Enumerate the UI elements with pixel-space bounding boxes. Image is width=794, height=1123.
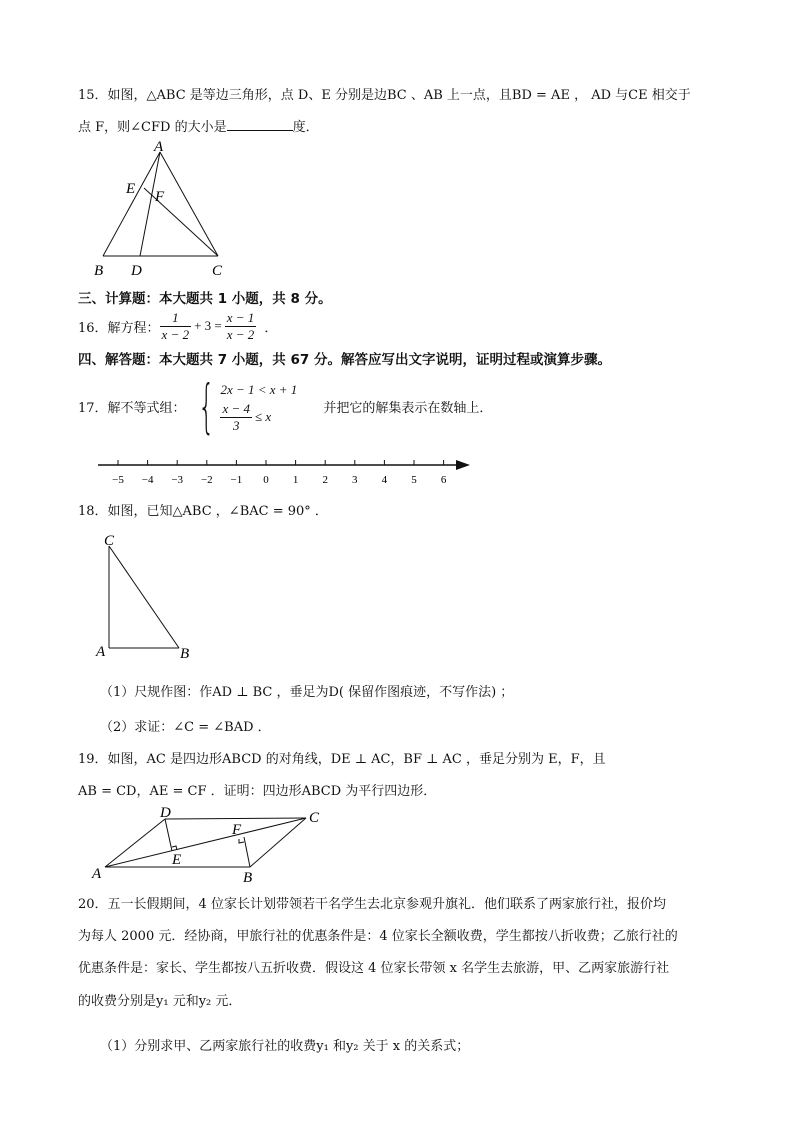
q18-part2: （2）求证：∠C = ∠BAD ． xyxy=(100,720,271,735)
brace-icon: { xyxy=(197,372,215,440)
q16-f2-num: x − 1 xyxy=(226,309,255,325)
q19-line2: AB = CD，AE = CF ．证明：四边形ABCD 为平行四边形． xyxy=(78,784,437,799)
label-d: D xyxy=(160,805,171,821)
label-c: C xyxy=(104,533,115,549)
label-a: A xyxy=(154,139,164,155)
label-b: B xyxy=(180,646,190,662)
axis-tick-label: −3 xyxy=(171,474,184,486)
q15-line2-text: 点 F，则∠CFD 的大小是 xyxy=(78,120,227,135)
q17 xyxy=(78,373,492,439)
q15-line2 xyxy=(78,116,319,135)
q16-suffix: ． xyxy=(264,320,278,336)
side-bc xyxy=(109,546,179,648)
number-line xyxy=(94,455,474,487)
q16 xyxy=(78,308,277,344)
q17-system xyxy=(220,379,297,434)
answer-blank xyxy=(227,118,293,131)
q15-triangle-figure xyxy=(90,138,240,280)
label-e: E xyxy=(172,852,182,868)
q16-fraction-right xyxy=(225,310,257,343)
q20-line4: 的收费分别是y₁ 元和y₂ 元． xyxy=(78,994,242,1009)
section-3-title: 三、计算题：本大题共 1 小题，共 8 分。 xyxy=(78,291,332,307)
q17-suffix: 并把它的解集表示在数轴上． xyxy=(323,400,493,416)
label-a: A xyxy=(96,644,106,660)
axis-tick-label: 1 xyxy=(292,474,299,486)
axis-tick-label: −5 xyxy=(112,474,124,486)
label-b: B xyxy=(94,263,104,279)
q19-line1: 19．如图，AC 是四边形ABCD 的对角线，DE ⊥ AC，BF ⊥ AC ，垂足分别为 E，F，且 xyxy=(78,752,606,767)
label-e: E xyxy=(126,181,136,197)
q17-prefix: 17．解不等式组： xyxy=(78,400,186,416)
q17-ineq2-rhs: ≤ x xyxy=(255,409,272,424)
q17-ineq2 xyxy=(220,401,297,434)
side-cb xyxy=(250,818,306,867)
q20-line1: 20．五一长假期间，4 位家长计划带领若干名学生去北京参观升旗礼．他们联系了两家旅行社，报价均 xyxy=(78,897,666,912)
q18-line1: 18．如图，已知△ABC ，∠BAC = 90° ． xyxy=(78,504,328,519)
q15-line2-unit: 度． xyxy=(292,120,319,135)
axis-tick-label: 6 xyxy=(440,474,447,486)
axis-tick-label: 2 xyxy=(322,474,328,486)
q18-right-triangle-figure xyxy=(90,530,200,662)
q19-parallelogram-figure xyxy=(88,802,328,884)
side-ac xyxy=(160,152,218,256)
q20-part1: （1）分别求甲、乙两家旅行社的收费y₁ 和y₂ 关于 x 的关系式； xyxy=(100,1039,470,1054)
section-4-title: 四、解答题：本大题共 7 小题，共 67 分。解答应写出文字说明，证明过程或演算步骤。 xyxy=(78,352,611,368)
q17-ineq1: 2x − 1 < x + 1 xyxy=(220,381,298,397)
axis-tick-label: 0 xyxy=(263,474,269,486)
label-f: F xyxy=(155,189,165,205)
label-c: C xyxy=(309,810,320,826)
arrow-icon xyxy=(456,460,470,470)
q17-ineq2-fraction xyxy=(220,401,252,434)
label-a: A xyxy=(92,866,102,882)
q18-part1: （1）尺规作图：作AD ⊥ BC ，垂足为D( 保留作图痕迹，不写作法) ； xyxy=(100,685,514,700)
axis-tick-label: −2 xyxy=(200,474,213,486)
q20-line3: 优惠条件是：家长、学生都按八五折收费．假设这 4 位家长带领 x 名学生去旅游，甲、乙两家旅游行社 xyxy=(78,961,670,976)
label-f: F xyxy=(232,822,242,838)
q15-line1: 15．如图，△ABC 是等边三角形，点 D、E 分别是边BC 、AB 上一点，且BD = AE ， AD 与CE 相交于 xyxy=(78,88,691,103)
label-b: B xyxy=(243,870,253,884)
segment-bf xyxy=(244,837,250,867)
axis-tick-label: 4 xyxy=(381,474,388,486)
label-c: C xyxy=(212,263,223,279)
axis-tick-label: 5 xyxy=(411,474,417,486)
axis-tick-label: −4 xyxy=(141,474,154,486)
q16-fraction-left xyxy=(160,310,192,343)
q20-line2: 为每人 2000 元．经协商，甲旅行社的优惠条件是：4 位家长全额收费，学生都按八折收费；乙旅行社的 xyxy=(78,929,678,944)
axis-tick-label: −1 xyxy=(230,474,243,486)
q16-f1-num: 1 xyxy=(160,310,192,327)
q16-mid: + 3 = xyxy=(194,318,222,333)
segment-de xyxy=(165,819,172,851)
q17-ineq2-den: 3 xyxy=(232,417,240,433)
side-dc xyxy=(165,818,306,819)
q16-f1-den: x − 2 xyxy=(161,326,190,342)
q17-ineq2-num: x − 4 xyxy=(222,400,250,416)
q16-prefix: 16．解方程： xyxy=(78,320,160,336)
right-angle-mark-f xyxy=(239,839,244,843)
q16-f2-den: x − 2 xyxy=(226,326,255,342)
axis-tick-label: 3 xyxy=(352,474,358,486)
side-ab xyxy=(103,152,160,256)
label-d: D xyxy=(131,263,142,279)
